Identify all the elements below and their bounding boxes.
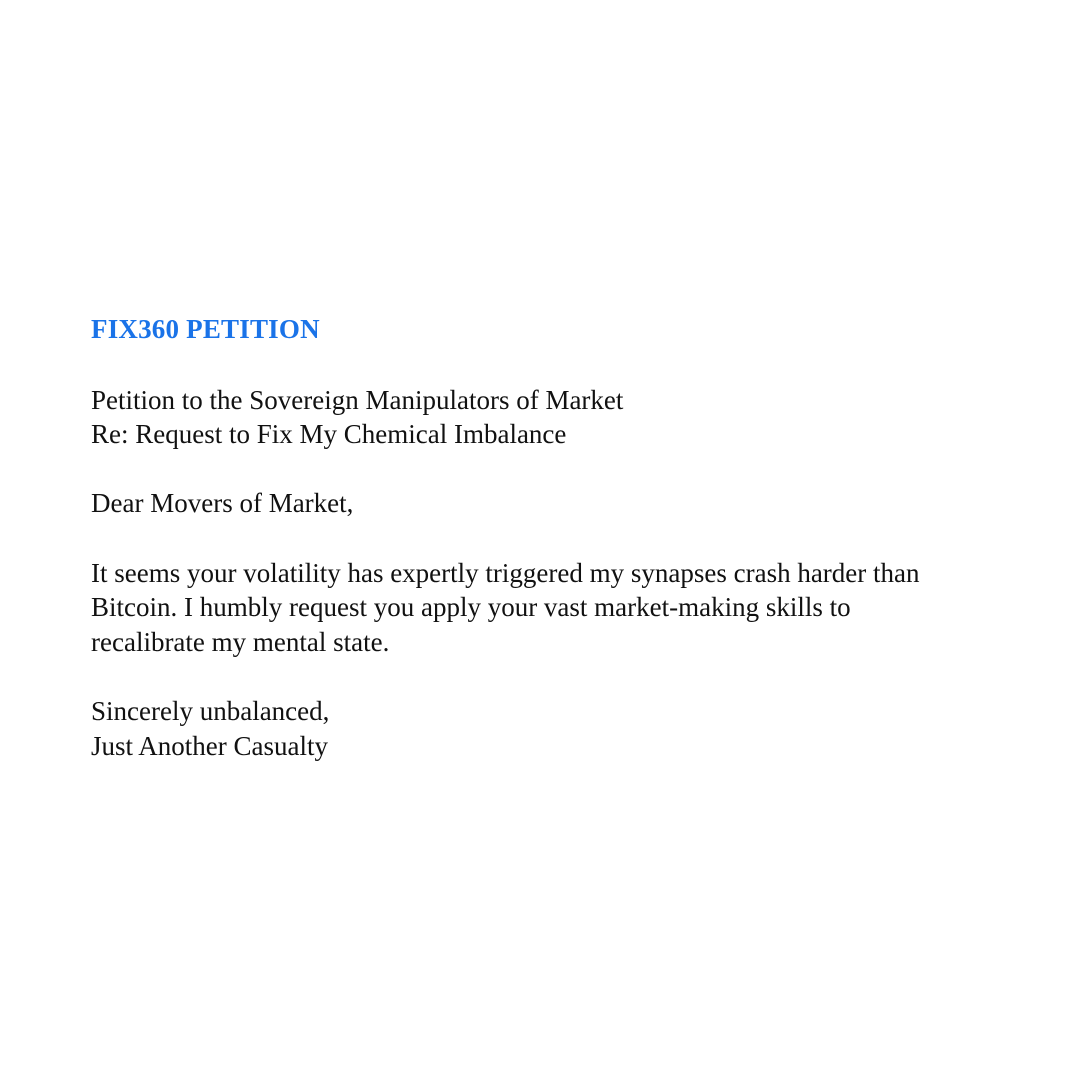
signature: Just Another Casualty [91,730,328,761]
heading-subject: Re: Request to Fix My Chemical Imbalance [91,419,567,450]
valediction: Sincerely unbalanced, [91,695,330,726]
petition-letter [91,310,1051,798]
body-line: It seems your volatility has expertly triggered my synapses crash harder than [91,557,920,588]
salutation [91,486,1051,521]
body-line: Bitcoin. I humbly request you apply your vast market-making skills to [91,592,851,623]
petition-heading [91,383,1051,452]
petition-title: FIX360 PETITION [91,314,320,344]
closing [91,694,1051,763]
heading-addressee: Petition to the Sovereign Manipulators of Market [91,384,624,415]
body-line: recalibrate my mental state. [91,626,390,657]
salutation-text: Dear Movers of Market, [91,488,354,519]
petition-body [91,556,1051,660]
